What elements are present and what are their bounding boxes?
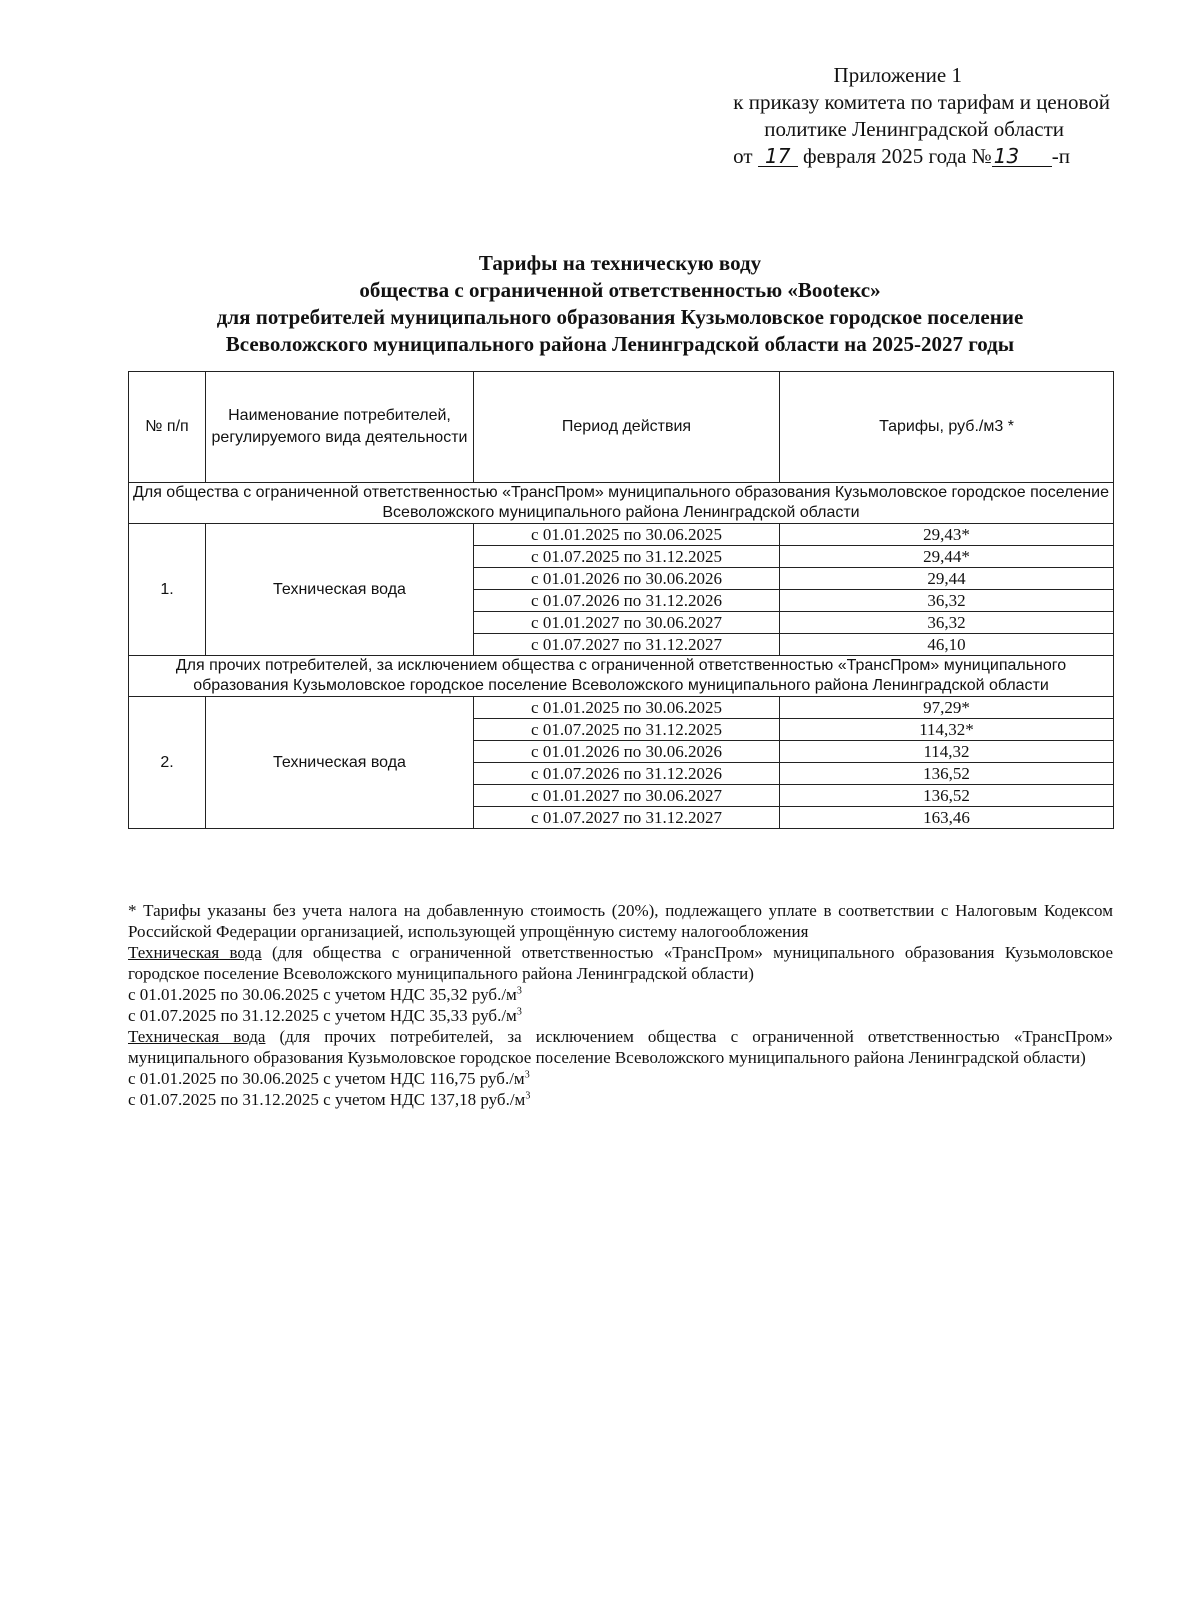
consumer-name: Техническая вода [206,697,474,829]
consumer-name: Техническая вода [206,524,474,656]
period-cell: с 01.01.2026 по 30.06.2026 [474,568,780,590]
table-row [129,524,1114,546]
handwritten-order-number: 13 [992,146,1052,167]
period-cell: с 01.01.2025 по 30.06.2025 [474,524,780,546]
title-line-2: общества с ограниченной ответственностью «Вootекс» [359,278,881,302]
vat-line: с 01.01.2025 по 30.06.2025 с учетом НДС 116,75 руб./м [128,1069,525,1088]
superscript: 3 [516,985,522,997]
header-tariff: Тарифы, руб./м3 * [780,372,1114,483]
section-caption-row [129,656,1114,697]
date-suffix: -п [1051,144,1070,168]
period-cell: с 01.07.2025 по 31.12.2025 [474,719,780,741]
appendix-date-line [630,143,1110,170]
note-group-2-label: Техническая вода [128,1027,266,1046]
date-middle: февраля 2025 года № [803,144,992,168]
superscript: 3 [524,1069,530,1081]
appendix-order-ref: к приказу комитета по тарифам и ценовой [733,90,1110,114]
period-cell: с 01.07.2026 по 31.12.2026 [474,590,780,612]
footnotes [128,900,1113,1110]
vat-line: с 01.07.2025 по 31.12.2025 с учетом НДС 35,33 руб./м [128,1006,517,1025]
tariff-cell: 97,29* [780,697,1114,719]
title-line-3: для потребителей муниципального образования Кузьмоловское городское поселение [216,305,1024,329]
section-caption-row [129,483,1114,524]
period-cell: с 01.07.2027 по 31.12.2027 [474,807,780,829]
handwritten-day: 17 [758,146,798,167]
tariff-cell: 136,52 [780,763,1114,785]
date-prefix: от [733,144,753,168]
tariff-cell: 29,44 [780,568,1114,590]
note-group-1-line-2 [128,1005,1113,1026]
document-title [120,250,1120,358]
note-group-1 [128,942,1113,984]
row-number: 1. [129,524,206,656]
appendix-header [630,62,1110,170]
note-group-1-line-1 [128,984,1113,1005]
tariff-table [128,371,1114,829]
note-group-1-text: (для общества с ограниченной ответственностью «ТрансПром» муниципального образования Кузьмоловское городское поселение Всеволожского муниципального района Ленинградской области) [128,943,1113,983]
tariff-cell: 163,46 [780,807,1114,829]
superscript: 3 [516,1006,522,1018]
note-group-2 [128,1026,1113,1068]
tariff-cell: 114,32* [780,719,1114,741]
note-group-1-label: Техническая вода [128,943,262,962]
title-line-1: Тарифы на техническую воду [478,251,762,275]
period-cell: с 01.01.2026 по 30.06.2026 [474,741,780,763]
table-header-row [129,372,1114,483]
header-consumer: Наименование потребителей, регулируемого вида деятельности [206,372,474,483]
header-period: Период действия [474,372,780,483]
appendix-title: Приложение 1 [833,63,962,87]
note-group-2-text: (для прочих потребителей, за исключением общества с ограниченной ответственностью «ТрансПром» муниципального образования Кузьмоловское городское поселение Всеволожского муниципального района Ленинградской области) [128,1027,1113,1067]
period-cell: с 01.07.2026 по 31.12.2026 [474,763,780,785]
section-caption: Для общества с ограниченной ответственностью «ТрансПром» муниципального образования Кузьмоловское городское поселение Всеволожского муниципального района Ленинградской области [129,483,1114,524]
tariff-cell: 46,10 [780,634,1114,656]
period-cell: с 01.01.2027 по 30.06.2027 [474,612,780,634]
tariff-cell: 136,52 [780,785,1114,807]
period-cell: с 01.07.2027 по 31.12.2027 [474,634,780,656]
tariff-cell: 114,32 [780,741,1114,763]
note-group-2-line-2 [128,1089,1113,1110]
vat-line: с 01.01.2025 по 30.06.2025 с учетом НДС 35,32 руб./м [128,985,517,1004]
note-group-2-line-1 [128,1068,1113,1089]
period-cell: с 01.01.2027 по 30.06.2027 [474,785,780,807]
table-row [129,697,1114,719]
title-line-4: Всеволожского муниципального района Ленинградской области на 2025-2027 годы [225,332,1015,356]
tariff-cell: 36,32 [780,612,1114,634]
vat-footnote: * Тарифы указаны без учета налога на добавленную стоимость (20%), подлежащего уплате в соответствии с Налоговым Кодексом Российской Федерации организацией, использующей упрощённую систему налогообложения [128,901,1113,941]
period-cell: с 01.07.2025 по 31.12.2025 [474,546,780,568]
vat-line: с 01.07.2025 по 31.12.2025 с учетом НДС 137,18 руб./м [128,1090,526,1109]
period-cell: с 01.01.2025 по 30.06.2025 [474,697,780,719]
section-caption: Для прочих потребителей, за исключением общества с ограниченной ответственностью «ТрансПром» муниципального образования Кузьмоловское городское поселение Всеволожского муниципального района Ленинградской области [129,656,1114,697]
header-number: № п/п [129,372,206,483]
tariff-cell: 29,43* [780,524,1114,546]
tariff-cell: 36,32 [780,590,1114,612]
row-number: 2. [129,697,206,829]
superscript: 3 [525,1090,531,1102]
appendix-order-ref-cont: политике Ленинградской области [764,117,1064,141]
tariff-cell: 29,44* [780,546,1114,568]
